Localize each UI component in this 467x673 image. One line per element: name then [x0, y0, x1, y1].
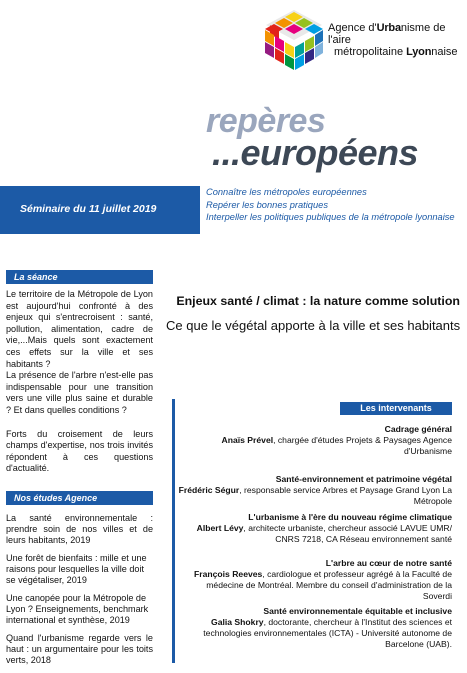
- speaker-person: [176, 523, 452, 545]
- speaker-person: [176, 485, 452, 507]
- etudes-list: [6, 513, 153, 673]
- seance-paragraph: Le territoire de la Métropole de Lyon est aujourd'hui confronté à des enjeux qui s'entrecroisent : santé, pollution, alimentation, cadre de vie,...Mais quels sont exactement ces effets sur la ville et ses habitants ?: [6, 289, 153, 369]
- speaker-entry: [176, 606, 452, 650]
- agency-line-1: Agence d'Urbanisme de l'aire: [328, 22, 446, 46]
- speaker-theme: Santé-environnement et patrimoine végétal: [275, 474, 452, 484]
- etude-item: Quand l'urbanisme regarde vers le haut : un argumentaire pour les toits verts, 2018: [6, 633, 153, 665]
- seminar-date: Séminaire du 11 juillet 2019: [20, 203, 157, 215]
- agency-name: [328, 22, 467, 58]
- speaker-name: Galia Shokry: [211, 617, 264, 627]
- etudes-heading: Nos études Agence: [6, 491, 153, 505]
- speaker-entry: [176, 424, 452, 457]
- speaker-theme: L'arbre au cœur de notre santé: [325, 558, 452, 568]
- speaker-theme: Santé environnementale équitable et inclusive: [263, 606, 452, 616]
- speaker-name: Frédéric Ségur: [178, 485, 240, 495]
- speaker-details: , architecte urbaniste, chercheur associé LAVUE UMR/ CNRS 7218, CA Réseau environnement santé: [243, 523, 452, 544]
- topic-subtitle: Ce que le végétal apporte à la ville et ses habitants: [166, 318, 461, 333]
- speaker-person: [176, 569, 452, 602]
- speaker-details: , responsable service Arbres et Paysage Grand Lyon La Métropole: [239, 485, 452, 506]
- topic-title: Enjeux santé / climat : la nature comme solution: [176, 294, 460, 308]
- agency-line-2: métropolitaine Lyonnaise: [334, 46, 458, 58]
- seance-text: [6, 289, 153, 483]
- speaker-theme: L'urbanisme à l'ère du nouveau régime climatique: [248, 512, 452, 522]
- speaker-name: Albert Lévy: [196, 523, 244, 533]
- seance-paragraph: La présence de l'arbre n'est-elle pas indispensable pour une transition vers une ville plus saine et durable ? Et dans quelles conditions ?: [6, 370, 153, 415]
- agency-logo-cube: [262, 8, 326, 74]
- speaker-entry: [176, 512, 452, 545]
- speaker-name: Anaïs Prével: [221, 435, 274, 445]
- tagline: [206, 186, 466, 224]
- speaker-details: , doctorante, chercheur à l'Institut des sciences et technologies environnementales (ICTA) - Université autonome de Barcelone (UAB).: [203, 617, 452, 649]
- seance-heading: La séance: [6, 270, 153, 284]
- etude-item: Une canopée pour la Métropole de Lyon ? Enseignements, benchmark international et synthèse, 2019: [6, 593, 149, 625]
- etude-item: Une forêt de bienfaits : mille et une raisons pour lesquelles la ville doit se végétaliser, 2019: [6, 553, 147, 585]
- publication-title-reperes: repères: [206, 102, 326, 140]
- speaker-details: , chargée d'études Projets & Paysages Agence d'Urbanisme: [273, 435, 452, 456]
- speaker-person: [176, 435, 452, 457]
- speaker-details: , cardiologue et professeur agrégé à la Faculté de médecine de Montréal. Membre du conseil d'administration de la Soverdi: [206, 569, 452, 601]
- speakers-heading: Les intervenants: [340, 402, 452, 415]
- seance-paragraph: Forts du croisement de leurs champs d'expertise, nos trois invités répondent à ces questions d'actualité.: [6, 428, 153, 474]
- tagline-line: Connaître les métropoles européennes: [206, 187, 367, 197]
- speaker-entry: [176, 474, 452, 507]
- speaker-entry: [176, 558, 452, 602]
- publication-title-europeens: ...européens: [212, 132, 419, 173]
- speaker-person: [176, 617, 452, 650]
- speaker-theme: Cadrage général: [384, 424, 452, 434]
- tagline-line: Interpeller les politiques publiques de la métropole lyonnaise: [206, 212, 455, 223]
- speaker-name: François Reeves: [194, 569, 263, 579]
- tagline-line: Repérer les bonnes pratiques: [206, 199, 328, 210]
- etude-item: La santé environnementale : prendre soin de nos villes et de leurs habitants, 2019: [6, 513, 153, 545]
